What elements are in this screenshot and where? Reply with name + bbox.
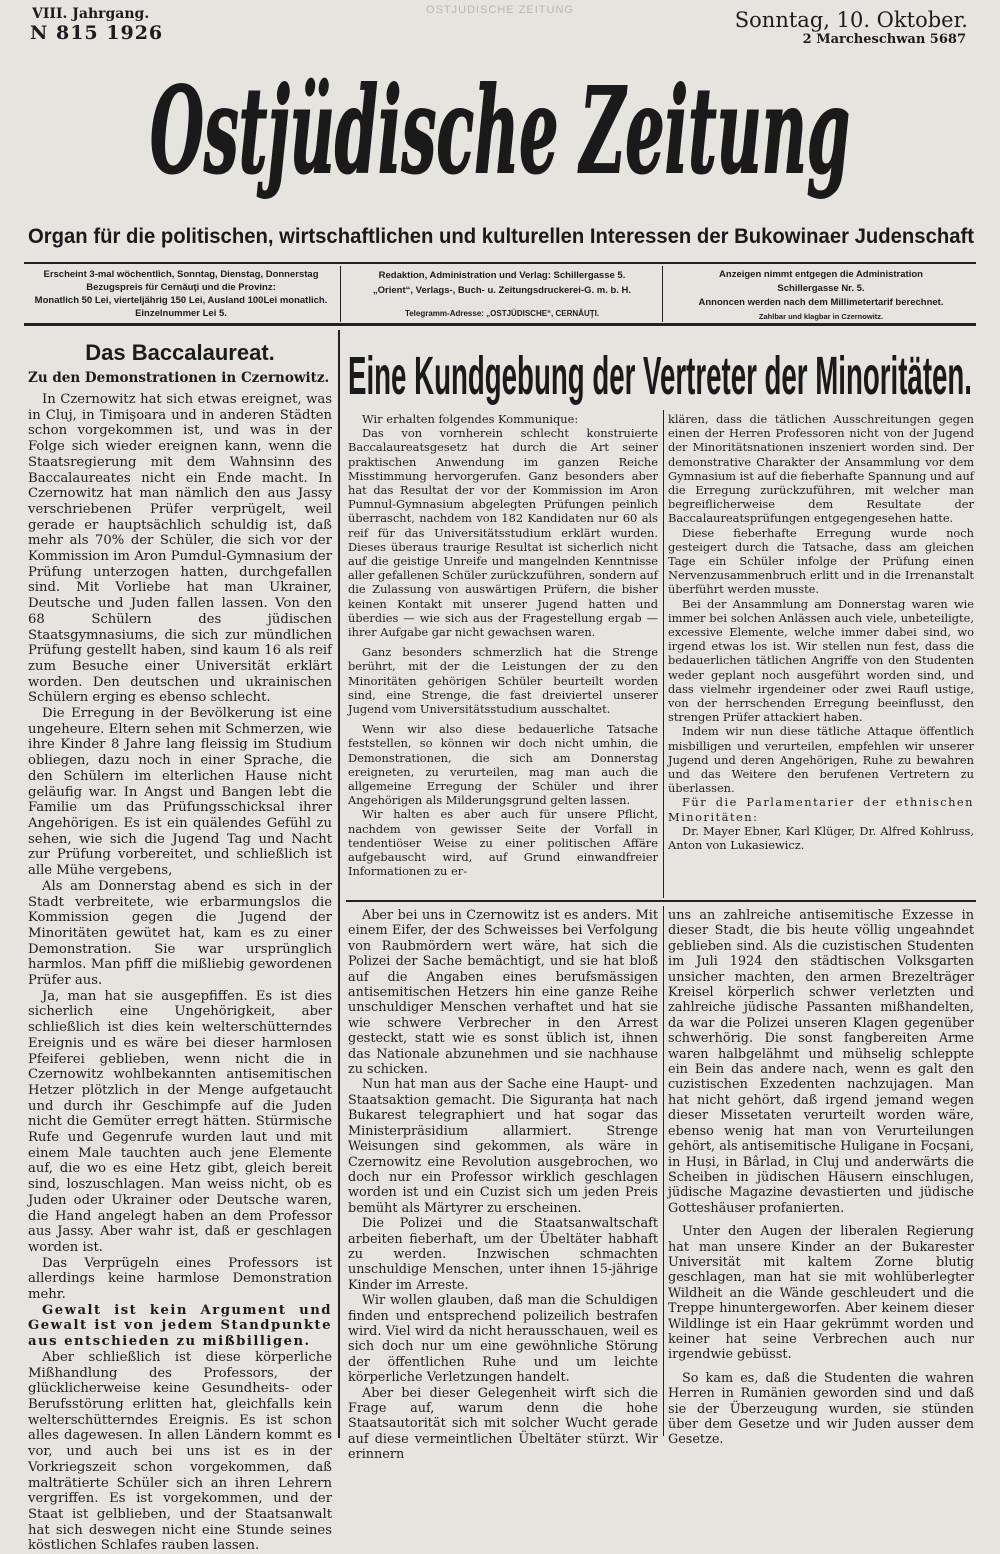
main-headline: [344, 338, 976, 408]
ads-line: Annoncen werden nach dem Millimetertarif berechnet.: [698, 297, 944, 308]
main-paragraph: Wir erhalten folgendes Kommunique:: [362, 412, 579, 426]
masthead-text: Ostjüdische Zeitung: [150, 61, 850, 200]
volume-label: VIII. Jahrgang.: [32, 6, 150, 22]
rule-top: [24, 262, 976, 264]
hebrew-date: 2 Marcheschwan 5687: [802, 32, 966, 47]
article-subhead: Zu den Demonstrationen in Czernowitz.: [28, 370, 330, 386]
ads-info: [668, 268, 974, 324]
lower-col-1: [348, 908, 658, 1463]
ads-line: Anzeigen nimmt entgegen die Administration: [719, 269, 923, 280]
editorial-line: Telegramm-Adresse: „OSTJÜDISCHE“, CERNĂUŢI.: [404, 309, 600, 318]
rule-main-mid: [663, 410, 664, 898]
main-paragraph: Indem wir nun diese tätliche Attaque öffentlich misbilligen und verurteilen, empfehlen wir unserer Jugend und deren Angehörigen, Ruhe zu bewahren und das Weitere den berufenen Vertretern zu überlassen.: [668, 724, 974, 796]
subtitle-text: Organ für die politischen, wirtschaftlichen und kulturellen Interessen der Bukowinaer Judenschaft: [28, 225, 974, 248]
lower-paragraph: Unter den Augen der liberalen Regierung hat man unsere Kinder an der Bukarester Universität mit kaltem Zorne blutig geschlagen, man hat sie mit wohlüberlegter Wildheit an die Wände geschleudert und die Treppe hinuntergeworfen. Aber keinem dieser Wildlinge ist ein Haar gekrümmt worden und keiner hat seine Verbrechen auch nur irgendwie gebüsst.: [668, 1224, 974, 1363]
main-paragraph: Ganz besonders schmerzlich hat die Strenge berührt, mit der die Leistungen der zu den Minoritäten gehörigen Schüler beurteilt worden sind, eine Strenge, die fast dreiviertel unserer Jugend vom Universitätsstudium ausschaltet.: [348, 645, 658, 717]
ads-line: Zahlbar und klagbar in Czernowitz.: [758, 312, 884, 321]
left-paragraph: Aber schließlich ist diese körperliche Mißhandlung des Professors, der glücklicherweise keine Gesundheits- oder Berufsstörung erlitten hat, gleichfalls kein welterschütterndes Ereignis. Es ist schon alles dagewesen. In allen Ländern kommt es vor, und auch bei uns ist es in der Vorkriegszeit schon vorgekommen, daß malträtierte Schüler sich an ihren Lehrern vergriffen. Es ist vorgekommen, und der Staat ist gelblieben, und der Staatsanwalt hat sich deswegen nicht eine Stunde seines köstlichen Schlafes rauben lassen.: [28, 1349, 332, 1554]
editorial-line: Redaktion, Administration und Verlag: Schillergasse 5.: [378, 270, 626, 281]
lower-col-2: [668, 908, 974, 1448]
subscription-line: Bezugspreis für Cernăuţi und die Provinz:: [86, 282, 276, 293]
lower-paragraph: Aber bei uns in Czernowitz ist es anders. Mit einem Eifer, der des Schweisses bei Verfolgung von Raubmördern wert wäre, hat sich die Polizei der Sache bemächtigt, und sie hat bloß auf die Angaben eines berufsmässigen antisemitischen Hetzers hin eine ganze Reihe unschuldiger Menschen verhaftet und hat sie wie schwere Verbrecher in den Arrest gesteckt, statt wie es sonst üblich ist, ihnen das Nationale abzunehmen und sie nachhause zu schicken.: [348, 908, 658, 1078]
main-paragraph: Diese fieberhafte Erregung wurde noch gesteigert durch die Tatsache, dass am gleichen Tage ein Schüler infolge der Prüfung einen Nervenzusammenbruch erlitt und in die Irrenanstalt überführt werden musste.: [668, 525, 974, 597]
rule-lower-mid: [663, 906, 664, 1436]
main-col-2: [668, 412, 974, 896]
main-signatures: Dr. Mayer Ebner, Karl Klüger, Dr. Alfred Kohlruss, Anton von Lukasiewicz.: [668, 823, 974, 853]
rule-info-v2: [662, 266, 663, 322]
subscription-line: Erscheint 3-mal wöchentlich, Sonntag, Dienstag, Donnerstag: [43, 269, 319, 280]
main-col-1: [348, 412, 658, 896]
main-paragraph: Für die Parlamentarier der ethnischen Minoritäten:: [668, 795, 974, 824]
subscription-info: [26, 268, 336, 320]
subscription-line: Monatlich 50 Lei, vierteljährig 150 Lei, Ausland 100Lei monatlich.: [34, 295, 328, 306]
main-paragraph: Bei der Ansammlung am Donnerstag waren wie immer bei solchen Anlässen auch viele, unbeteiligte, excessive Elemente, welche immer dabei sind, wo irgend etwas los ist. Wir stellen nun fest, dass die bedauerlichen tätlichen Angriffe von den Studenten weder geplant noch ausgeführt worden sind, und dass vielmehr irgendeiner oder zwei Raufl ustige, von der herrschenden Erregung beeinflusst, den strengen Prüfer attackiert haben.: [668, 596, 974, 725]
editorial-info: [346, 268, 658, 321]
subscription-line: Einzelnummer Lei 5.: [135, 308, 227, 319]
subtitle: [26, 222, 976, 250]
lower-paragraph: Nun hat man aus der Sache eine Haupt- und Staatsaktion gemacht. Die Siguranța hat nach Bukarest telegraphiert und hat sogar das Ministerpräsidium allarmiert. Strenge Weisungen sind gekommen, als wäre in Czernowitz eine Revolution ausgebrochen, wo doch nur ein Professor wirklich geschlagen worden ist und ein Cuzist sich um jeden Preis bemüht als Märtyrer zu erscheinen.: [348, 1077, 658, 1216]
rule-col-left: [338, 330, 340, 1438]
main-paragraph: Das von vornherein schlecht konstruierte Baccalaureatsgesetz hat durch die Art seiner praktischen Anwendung im ganzen Reiche Misstimmung hervorgerufen. Ganz besonders aber hat das Resultat der vor der Kommission im Aron Pumnul-Gymnasium abgelegten Prüfungen peinlich überrascht, nachdem von 182 Kandidaten nur 60 als reif für das Universitätsstudium erklärt wurden. Dieses überaus traurige Resultat ist sicherlich nicht auf die geistige Unreife und mangelnden Kenntnisse aller gefallenen Schüler zurückzuführen, sondern auf die Zulassung von auswärtigen Prüfern, die bisher keinen Kontakt mit unserer Jugend hatten und überdies — wie sich aus der Fragestellung ergab — ihrer Aufgabe gar nicht gewachsen waren.: [348, 426, 658, 640]
article-headline: Das Baccalaureat.: [85, 340, 275, 365]
issue-number: N 815 1926: [30, 22, 164, 44]
left-article: [28, 340, 332, 1554]
lower-paragraph: So kam es, daß die Studenten die wahren Herren in Rumänien geworden sind und daß sie der Überzeugung wurden, sie stünden über dem Gesetze und wir Juden ausser dem Gesetze.: [668, 1370, 974, 1448]
lower-paragraph: uns an zahlreiche antisemitische Exzesse in dieser Stadt, die bis heute völlig ungeahndet geblieben sind. Als die cuzistischen Studenten im Juli 1924 den städtischen Volksgarten unsicher machten, den armen Brezelträger Kreisel körperlich schwer verletzten und zahlreiche jüdische Passanten mißhandelten, da war die Polizei unseren Klagen gegenüber schwerhörig. Die sonst fangbereiten Arme waren halbgelähmt und mühselig schleppte ein Bein das andere nach, wenn es galt den cuzistischen Exzedenten nachzujagen. Man hat nicht gehört, daß irgend jemand wegen dieser Missetaten verurteilt worden wäre, ebenso wenig hat man von Verurteilungen gehört, als antisemitische Huligane in Focșani, in Huși, in Bârlad, in Cluj und anderwärts die Scheiben in jüdischen Häusern einschlugen, jüdische Magazine devastierten und jüdische Gotteshäuser profanierten.: [668, 908, 974, 1216]
left-paragraph: Gewalt ist kein Argument und Gewalt ist von jedem Standpunkte aus entschieden zu mißbilligen.: [28, 1302, 332, 1350]
lower-paragraph: Aber bei dieser Gelegenheit wirft sich die Frage auf, warum denn die hohe Staatsautorität sich mit solcher Wucht gerade auf diese vermeintlichen Übeltäter stürzt. Wir erinnern: [348, 1385, 658, 1463]
editorial-line: „Orient“, Verlags-, Buch- u. Zeitungsdruckerei-G. m. b. H.: [372, 285, 632, 296]
left-paragraph: Ja, man hat sie ausgepfiffen. Es ist dies sicherlich eine Ungehörigkeit, aber schließlich ist dies kein welterschütterndes Ereignis und es wäre bei dieser harmlosen Pfeiferei geblieben, wenn nicht die in Czernowitz wohlbekannten antisemitischen Hetzer plötzlich in der Menge aufgetaucht und durch ihr Geschimpfe auf die Juden nicht die Gemüter erregt hätten. Stürmische Rufe und Gegenrufe wurden laut und mit einem Male tauchten auch jene Elemente auf, die wo es eine Hetz gibt, gleich bereit sind, loszuschlagen. Man weiss nicht, ob es Juden oder Ukrainer oder Deutsche waren, die Hand angelegt haben an dem Professor aus Jassy. Aber wahr ist, daß er geschlagen worden ist.: [28, 988, 332, 1255]
rule-info-v1: [340, 266, 341, 322]
main-headline-text: Eine Kundgebung der Vertreter der Minoritäten.: [348, 346, 972, 406]
subtitle-svg: [26, 222, 976, 250]
left-paragraph: Die Erregung in der Bevölkerung ist eine ungeheure. Eltern sehen mit Schmerzen, wie ihre Kinder 8 Jahre lang fleissig im Studium obliegen, dazu noch in einer Sprache, die den Schülern im elterlichen Hause nicht geläufig war. In Angst und Bangen lebt die Familie um das Prüfungsschicksal ihrer Angehörigen. Es ist ein quälendes Gefühl zu sehen, wie sich die Jugend Tag und Nacht zur Prüfung vorbereitet, und schließlich ist alle Mühe vergebens,: [28, 706, 332, 879]
masthead-title: [148, 52, 853, 202]
left-paragraph: Als am Donnerstag abend es sich in der Stadt verbreitete, wie erbarmungslos die Kommission gegen die Jugend der Minoritäten gewütet hat, kam es zu einer Demonstration. Sie war ursprünglich harmlos. Man pfiff die mißliebig gewordenen Prüfer aus.: [28, 878, 332, 989]
issue-date: Sonntag, 10. Oktober.: [734, 8, 968, 32]
lower-paragraph: Die Polizei und die Staatsanwaltschaft arbeiten fieberhaft, um der Übeltäter habhaft zu werden. Inzwischen schmachten unschuldige Menschen, unter ihnen 15-jährige Kinder im Arreste.: [348, 1216, 658, 1293]
rule-main-bottom: [346, 900, 976, 902]
left-paragraph: In Czernowitz hat sich etwas ereignet, was in Cluj, in Timişoara und in anderen Städten schon vorgekommen ist, und was in der Folge sich wieder ereignen kann, wenn die Staatsregierung mit dem Wahnsinn des Baccalaureates nicht ein Ende macht. In Czernowitz hat man nämlich den aus Jassy verschriebenen Prüfer verprügelt, weil gerade er hauptsächlich schuldig ist, daß mehr als 70% der Schüler, die sich vor der Kommission im Aron Pumdul-Gymnasium der Prüfung unterzogen hatten, durchgefallen sind. Mit Vorliebe hat man Ukrainer, Deutsche und Juden fallen lassen. Von den 68 Schülern des jüdischen Staatsgymnasiums, die sich zur mündlichen Prüfung gestellt haben, sind kaum 16 als reif zum Besuche einer Universität erklärt worden. Den deutschen und ukrainischen Schülern erging es ebenso schlecht.: [28, 392, 332, 706]
main-paragraph: Wir halten es aber auch für unsere Pflicht, nachdem von gewisser Seite der Vorfall in tendentiöser Weise zu einer politischen Affäre aufgebauscht wird, auf Grund einwandfreier Informationen zu er-: [348, 807, 658, 879]
ads-line: Schillergasse Nr. 5.: [777, 283, 865, 294]
lower-paragraph: Wir wollen glauben, daß man die Schuldigen finden und entsprechend polizeilich bestrafen wird. Viel wird da nicht herausschauen, weil es sich doch nur um eine gewöhnliche Störung der öffentlichen Ruhe und um leichte körperliche Verletzungen handelt.: [348, 1293, 658, 1386]
ghost-text: OSTJUDISCHE ZEITUNG: [426, 4, 574, 16]
left-paragraph: Das Verprügeln eines Professors ist allerdings keine harmlose Demonstration mehr.: [28, 1255, 332, 1303]
main-paragraph: klären, dass die tätlichen Ausschreitungen gegen einen der Herren Professoren nicht von der Jugend der Minoritätsnationen inszeniert worden sind. Der demonstrative Charakter der Ansammlung vor dem Gymnasium ist auf die fieberhafte Spannung und auf die Erregung zurückzuführen, mit welcher man begreiflicherweise dem Resultate der Baccalaureatsprüfungen entgegengesehen hatte.: [668, 412, 974, 526]
main-paragraph: Wenn wir also diese bedauerliche Tatsache feststellen, so können wir doch nicht umhin, die Demonstrationen, die sich am Donnerstag ereigneten, zu verurteilen, mag man auch die allgemeine Erregung der Schüler und ihrer Angehörigen als Milderungsgrund gelten lassen.: [348, 722, 658, 808]
